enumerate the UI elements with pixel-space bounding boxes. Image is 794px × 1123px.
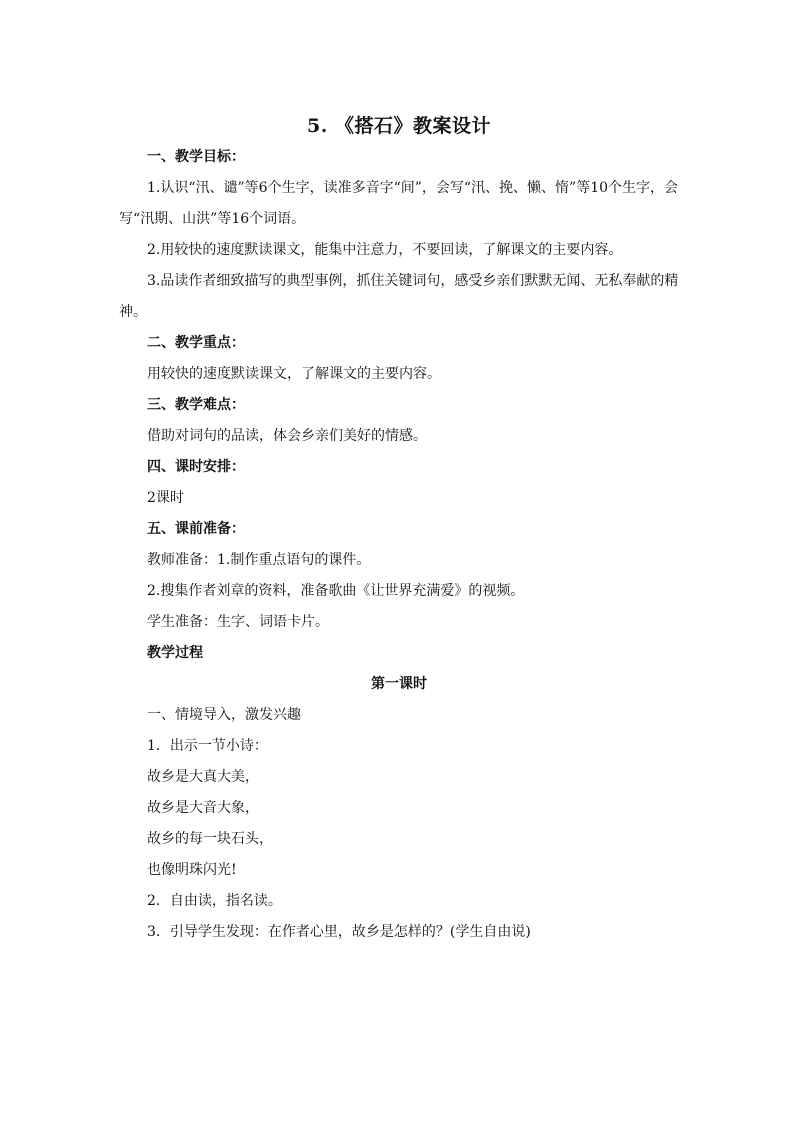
poem-line: 故乡的每一块石头， [147,831,273,847]
difficulties-heading: 三、教学难点： [147,397,245,413]
step1-item: 1．出示一节小诗： [147,738,268,754]
poem-line: 故乡是大音大象， [147,800,259,816]
preparation-heading: 五、课前准备： [147,521,245,537]
objective-item: 2.用较快的速度默读课文，能集中注意力，不要回读，了解课文的主要内容。 [147,242,623,258]
step1-heading: 一、情境导入，激发兴趣 [147,707,301,723]
document-body [119,110,679,948]
document-title: 5. 《搭石》教案设计 [307,115,491,137]
poem-line: 也像明珠闪光! [147,862,237,878]
key-points-heading: 二、教学重点： [147,335,245,351]
lesson-title: 第一课时 [371,676,427,692]
process-heading: 教学过程 [147,645,203,661]
preparation-item: 学生准备：生字、词语卡片。 [147,614,329,630]
preparation-item: 教师准备：1.制作重点语句的课件。 [147,552,371,568]
poem-line: 故乡是大真大美， [147,769,259,785]
step1-item: 3．引导学生发现：在作者心里，故乡是怎样的？(学生自由说) [147,924,531,940]
objective-item: 3.品读作者细致描写的典型事例，抓住关键词句，感受乡亲们默默无闻、无私奉献的精神。 [119,273,679,320]
objective-item: 1.认识“汛、谴”等6个生字，读准多音字“间”，会写“汛、挽、懒、惰”等10个生字，会写“汛期、山洪”等16个词语。 [119,180,679,227]
step1-item: 2．自由读，指名读。 [147,893,282,909]
objectives-heading: 一、教学目标： [147,149,245,165]
key-points-text: 用较快的速度默读课文，了解课文的主要内容。 [147,366,441,382]
difficulties-text: 借助对词句的品读，体会乡亲们美好的情感。 [147,428,427,444]
schedule-heading: 四、课时安排： [147,459,245,475]
preparation-item: 2.搜集作者刘章的资料，准备歌曲《让世界充满爱》的视频。 [147,583,525,599]
schedule-text: 2课时 [147,490,184,506]
